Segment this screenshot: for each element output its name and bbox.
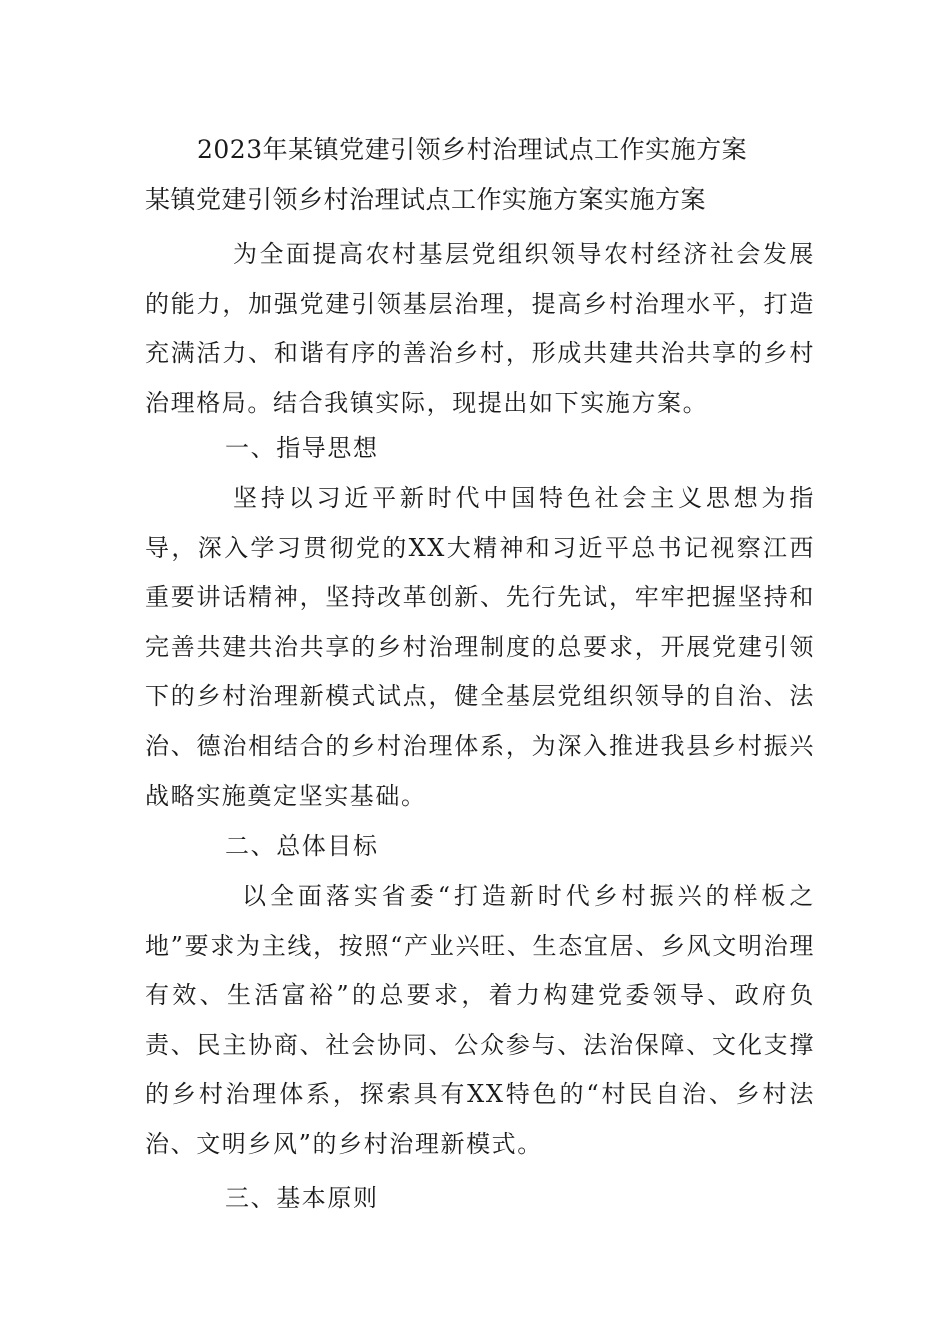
- section-heading-overall-goal: 二、总体目标: [225, 832, 379, 860]
- intro-paragraph: 为全面提高农村基层党组织领导农村经济社会发展的能力，加强党建引领基层治理，提高乡村治理水平，打造充满活力、和谐有序的善治乡村，形成共建共治共享的乡村治理格局。结合我镇实际，现提出如下实施方案。: [145, 240, 815, 417]
- document-title: 2023年某镇党建引领乡村治理试点工作实施方案: [197, 135, 748, 164]
- section-body-guiding-ideology: 坚持以习近平新时代中国特色社会主义思想为指导，深入学习贯彻党的XX大精神和习近平总书记视察江西重要讲话精神，坚持改革创新、先行先试，牢牢把握坚持和完善共建共治共享的乡村治理制度的总要求，开展党建引领下的乡村治理新模式试点，健全基层党组织领导的自治、法治、德治相结合的乡村治理体系，为深入推进我县乡村振兴战略实施奠定坚实基础。: [145, 484, 815, 810]
- document-subtitle: 某镇党建引领乡村治理试点工作实施方案实施方案: [145, 185, 707, 214]
- section-heading-basic-principles: 三、基本原则: [225, 1184, 379, 1212]
- section-heading-guiding-ideology: 一、指导思想: [225, 434, 379, 462]
- section-body-overall-goal: 以全面落实省委“打造新时代乡村振兴的样板之地”要求为主线，按照“产业兴旺、生态宜居、乡风文明治理有效、生活富裕”的总要求，着力构建党委领导、政府负责、民主协商、社会协同、公众参与、法治保障、文化支撑的乡村治理体系，探索具有XX特色的“村民自治、乡村法治、文明乡风”的乡村治理新模式。: [145, 882, 815, 1158]
